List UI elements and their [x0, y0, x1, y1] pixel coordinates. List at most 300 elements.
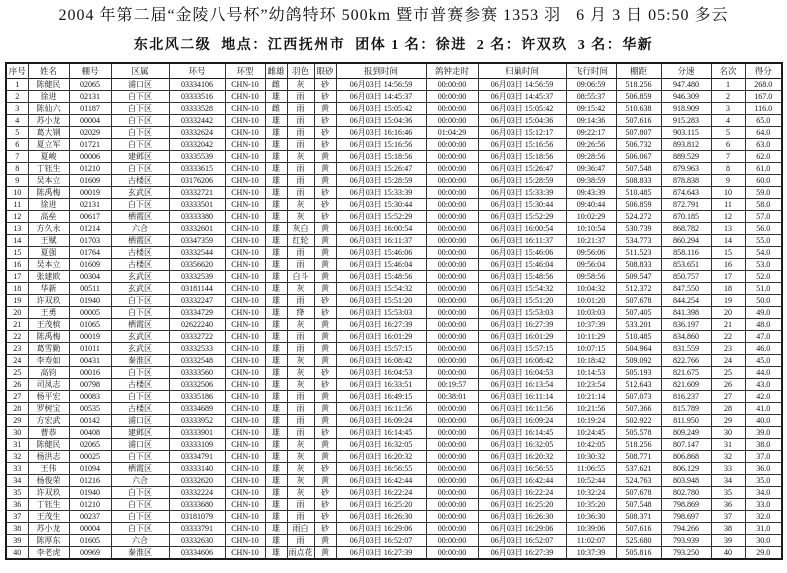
cell-sex: 雄 — [265, 343, 287, 355]
table-row — [6, 355, 782, 367]
cell-rank: 13 — [711, 223, 745, 235]
cell-district: 六合 — [111, 475, 169, 487]
cell-clock-diff: 00:00:00 — [426, 259, 478, 271]
cell-sex: 雄 — [265, 355, 287, 367]
cell-no: 20 — [6, 307, 28, 319]
cell-score: 60.0 — [745, 175, 782, 187]
cell-return-time: 06月03日 15:26:47 — [478, 163, 566, 175]
cell-eye: 砂 — [314, 115, 336, 127]
cell-ring: 03333615 — [169, 163, 225, 175]
cell-speed: 868.782 — [661, 223, 711, 235]
cell-flight-time: 09:40:44 — [566, 199, 616, 211]
cell-rank: 22 — [711, 331, 745, 343]
cell-name: 丁钰生 — [28, 499, 69, 511]
header-score: 得分 — [745, 63, 782, 79]
cell-speed: 841.398 — [661, 307, 711, 319]
cell-score: 268.0 — [745, 79, 782, 91]
cell-report-time: 06月03日 16:22:24 — [336, 487, 426, 499]
cell-ring-type: CHN-10 — [225, 535, 265, 547]
cell-color: 白斗 — [287, 271, 314, 283]
cell-ring: 03332442 — [169, 115, 225, 127]
cell-return-time: 06月03日 16:29:06 — [478, 523, 566, 535]
cell-score: 42.0 — [745, 391, 782, 403]
cell-loft: 02065 — [69, 439, 111, 451]
cell-loft: 00408 — [69, 427, 111, 439]
cell-no: 15 — [6, 247, 28, 259]
cell-ring: 03176206 — [169, 175, 225, 187]
cell-speed: 811.950 — [661, 415, 711, 427]
cell-color: 雨 — [287, 331, 314, 343]
cell-color: 灰 — [287, 475, 314, 487]
cell-return-time: 06月03日 16:27:39 — [478, 319, 566, 331]
cell-distance: 505.193 — [616, 367, 661, 379]
cell-distance: 508.771 — [616, 451, 661, 463]
cell-ring-type: CHN-10 — [225, 259, 265, 271]
cell-name: 葛大钢 — [28, 127, 69, 139]
table-row — [6, 187, 782, 199]
cell-speed: 806.129 — [661, 463, 711, 475]
cell-no: 38 — [6, 523, 28, 535]
cell-distance: 505.578 — [616, 427, 661, 439]
cell-score: 58.0 — [745, 199, 782, 211]
cell-loft: 00798 — [69, 379, 111, 391]
cell-report-time: 06月03日 16:25:20 — [336, 499, 426, 511]
cell-return-time: 06月03日 16:26:30 — [478, 511, 566, 523]
cell-eye: 黄 — [314, 439, 336, 451]
cell-distance: 507.548 — [616, 499, 661, 511]
cell-score: 45.0 — [745, 355, 782, 367]
cell-eye: 黄 — [314, 175, 336, 187]
cell-ring-type: CHN-10 — [225, 235, 265, 247]
cell-no: 12 — [6, 211, 28, 223]
table-row — [6, 175, 782, 187]
cell-rank: 33 — [711, 463, 745, 475]
cell-report-time: 06月03日 16:52:07 — [336, 535, 426, 547]
cell-district: 古楼区 — [111, 403, 169, 415]
cell-flight-time: 10:11:29 — [566, 331, 616, 343]
cell-report-time: 06月03日 15:54:32 — [336, 283, 426, 295]
cell-sex: 雄 — [265, 427, 287, 439]
cell-return-time: 06月03日 16:14:45 — [478, 427, 566, 439]
cell-report-time: 06月03日 15:28:59 — [336, 175, 426, 187]
cell-report-time: 06月03日 16:01:29 — [336, 331, 426, 343]
cell-loft: 01609 — [69, 259, 111, 271]
cell-clock-diff: 00:00:00 — [426, 487, 478, 499]
cell-clock-diff: 00:00:00 — [426, 283, 478, 295]
cell-sex: 雄 — [265, 211, 287, 223]
cell-ring-type: CHN-10 — [225, 295, 265, 307]
cell-rank: 6 — [711, 139, 745, 151]
cell-district: 六合 — [111, 535, 169, 547]
cell-speed: 946.309 — [661, 91, 711, 103]
cell-return-time: 06月03日 16:11:14 — [478, 391, 566, 403]
cell-ring-type: CHN-10 — [225, 547, 265, 560]
cell-district: 浦口区 — [111, 79, 169, 91]
cell-return-time: 06月03日 15:53:03 — [478, 307, 566, 319]
cell-name: 丁钰生 — [28, 163, 69, 175]
cell-name: 陈禹梅 — [28, 331, 69, 343]
cell-flight-time: 09:28:56 — [566, 151, 616, 163]
cell-eye: 砂 — [314, 79, 336, 91]
cell-sex: 雄 — [265, 187, 287, 199]
cell-speed: 815.789 — [661, 403, 711, 415]
cell-color: 灰 — [287, 451, 314, 463]
cell-clock-diff: 00:00:00 — [426, 403, 478, 415]
cell-clock-diff: 00:00:00 — [426, 175, 478, 187]
cell-score: 39.0 — [745, 427, 782, 439]
cell-district: 白下区 — [111, 499, 169, 511]
cell-name: 曹恭 — [28, 427, 69, 439]
cell-distance: 507.616 — [616, 523, 661, 535]
cell-distance: 507.405 — [616, 307, 661, 319]
cell-sex: 雄 — [265, 511, 287, 523]
cell-return-time: 06月03日 16:01:29 — [478, 331, 566, 343]
table-row — [6, 391, 782, 403]
cell-sex: 雄 — [265, 499, 287, 511]
cell-clock-diff: 00:00:00 — [426, 151, 478, 163]
cell-speed: 836.197 — [661, 319, 711, 331]
cell-ring-type: CHN-10 — [225, 127, 265, 139]
table-row — [6, 199, 782, 211]
cell-eye: 黄 — [314, 223, 336, 235]
cell-score: 50.0 — [745, 295, 782, 307]
cell-eye: 砂 — [314, 367, 336, 379]
cell-rank: 23 — [711, 343, 745, 355]
cell-rank: 20 — [711, 307, 745, 319]
cell-speed: 809.249 — [661, 427, 711, 439]
cell-no: 27 — [6, 391, 28, 403]
cell-clock-diff: 00:00:00 — [426, 199, 478, 211]
cell-name: 张建欧 — [28, 271, 69, 283]
page-title: 2004 年第二届“金陵八号杯”幼鸽特环 500km 暨市普赛参赛 1353 羽 6 月 3 日 05:50 多云 — [58, 7, 729, 24]
cell-ring: 03333380 — [169, 211, 225, 223]
cell-report-time: 06月03日 16:20:32 — [336, 451, 426, 463]
cell-eye: 砂 — [314, 511, 336, 523]
cell-distance: 524.763 — [616, 475, 661, 487]
cell-name: 陈健民 — [28, 79, 69, 91]
cell-clock-diff: 00:00:00 — [426, 523, 478, 535]
cell-report-time: 06月03日 16:11:37 — [336, 235, 426, 247]
cell-distance: 510.485 — [616, 187, 661, 199]
cell-loft: 00005 — [69, 307, 111, 319]
cell-name: 苏小龙 — [28, 115, 69, 127]
cell-ring-type: CHN-10 — [225, 391, 265, 403]
cell-district: 古楼区 — [111, 175, 169, 187]
table-row — [6, 295, 782, 307]
cell-rank: 18 — [711, 283, 745, 295]
table-row — [6, 511, 782, 523]
cell-eye: 砂 — [314, 379, 336, 391]
cell-report-time: 06月03日 16:42:44 — [336, 475, 426, 487]
cell-speed: 903.115 — [661, 127, 711, 139]
cell-clock-diff: 01:04:29 — [426, 127, 478, 139]
cell-eye: 砂 — [314, 199, 336, 211]
cell-speed: 850.757 — [661, 271, 711, 283]
cell-name: 许双玖 — [28, 487, 69, 499]
cell-no: 39 — [6, 535, 28, 547]
cell-ring-type: CHN-10 — [225, 499, 265, 511]
cell-sex: 雄 — [265, 451, 287, 463]
table-row — [6, 451, 782, 463]
cell-loft: 01094 — [69, 463, 111, 475]
cell-district: 古楼区 — [111, 379, 169, 391]
cell-name: 司凤志 — [28, 379, 69, 391]
cell-flight-time: 10:21:14 — [566, 391, 616, 403]
cell-color: 灰 — [287, 439, 314, 451]
cell-score: 31.0 — [745, 523, 782, 535]
cell-clock-diff: 00:00:00 — [426, 139, 478, 151]
cell-clock-diff: 00:00:00 — [426, 475, 478, 487]
cell-speed: 794.266 — [661, 523, 711, 535]
cell-no: 18 — [6, 283, 28, 295]
header-clock-diff: 鸽钟走时 — [426, 63, 478, 79]
cell-distance: 507.366 — [616, 403, 661, 415]
cell-district: 玄武区 — [111, 331, 169, 343]
cell-rank: 15 — [711, 247, 745, 259]
cell-clock-diff: 00:00:00 — [426, 463, 478, 475]
cell-ring-type: CHN-10 — [225, 379, 265, 391]
cell-rank: 34 — [711, 475, 745, 487]
header-ring-type: 环型 — [225, 63, 265, 79]
cell-no: 29 — [6, 415, 28, 427]
cell-loft: 01011 — [69, 343, 111, 355]
cell-score: 47.0 — [745, 331, 782, 343]
cell-rank: 12 — [711, 211, 745, 223]
cell-loft: 01210 — [69, 499, 111, 511]
cell-loft: 01703 — [69, 235, 111, 247]
cell-flight-time: 10:19:24 — [566, 415, 616, 427]
cell-return-time: 06月03日 15:46:04 — [478, 259, 566, 271]
cell-flight-time: 09:15:42 — [566, 103, 616, 115]
cell-return-time: 06月03日 16:00:54 — [478, 223, 566, 235]
cell-flight-time: 10:04:32 — [566, 283, 616, 295]
cell-eye: 砂 — [314, 487, 336, 499]
cell-clock-diff: 00:00:00 — [426, 355, 478, 367]
cell-rank: 10 — [711, 187, 745, 199]
cell-distance: 512.372 — [616, 283, 661, 295]
cell-name: 葛雪勤 — [28, 343, 69, 355]
cell-rank: 5 — [711, 127, 745, 139]
cell-ring-type: CHN-10 — [225, 163, 265, 175]
cell-score: 37.0 — [745, 451, 782, 463]
cell-loft: 00511 — [69, 283, 111, 295]
table-row — [6, 523, 782, 535]
cell-return-time: 06月03日 15:52:29 — [478, 211, 566, 223]
cell-score: 38.0 — [745, 439, 782, 451]
cell-name: 华新 — [28, 283, 69, 295]
cell-sex: 雄 — [265, 391, 287, 403]
cell-eye: 黄 — [314, 475, 336, 487]
cell-score: 36.0 — [745, 463, 782, 475]
header-eye: 眼砂 — [314, 63, 336, 79]
cell-no: 14 — [6, 235, 28, 247]
cell-ring: 03333516 — [169, 91, 225, 103]
table-row — [6, 415, 782, 427]
cell-score: 44.0 — [745, 367, 782, 379]
cell-report-time: 06月03日 16:49:15 — [336, 391, 426, 403]
cell-flight-time: 09:56:04 — [566, 259, 616, 271]
cell-district: 建邺区 — [111, 151, 169, 163]
table-row — [6, 427, 782, 439]
table-row — [6, 223, 782, 235]
cell-ring: 03332620 — [169, 475, 225, 487]
cell-color: 雨 — [287, 103, 314, 115]
cell-ring: 03332506 — [169, 379, 225, 391]
cell-rank: 4 — [711, 115, 745, 127]
cell-rank: 27 — [711, 391, 745, 403]
cell-report-time: 06月03日 16:14:45 — [336, 427, 426, 439]
cell-district: 白下区 — [111, 523, 169, 535]
cell-return-time: 06月03日 16:20:32 — [478, 451, 566, 463]
cell-name: 徐进 — [28, 91, 69, 103]
cell-rank: 40 — [711, 547, 745, 560]
cell-speed: 879.963 — [661, 163, 711, 175]
cell-report-time: 06月03日 16:26:30 — [336, 511, 426, 523]
cell-loft: 00025 — [69, 451, 111, 463]
cell-sex: 雄 — [265, 319, 287, 331]
cell-loft: 00304 — [69, 271, 111, 283]
cell-no: 36 — [6, 499, 28, 511]
cell-distance: 507.678 — [616, 295, 661, 307]
cell-eye: 砂 — [314, 139, 336, 151]
cell-clock-diff: 00:00:00 — [426, 427, 478, 439]
cell-clock-diff: 00:00:00 — [426, 307, 478, 319]
cell-clock-diff: 00:00:00 — [426, 211, 478, 223]
cell-color: 雨 — [287, 139, 314, 151]
table-header-row — [6, 63, 782, 79]
table-row — [6, 343, 782, 355]
cell-ring: 03332630 — [169, 535, 225, 547]
cell-color: 雨 — [287, 391, 314, 403]
cell-score: 64.0 — [745, 127, 782, 139]
cell-color: 灰 — [287, 463, 314, 475]
cell-return-time: 06月03日 15:51:20 — [478, 295, 566, 307]
cell-speed: 915.283 — [661, 115, 711, 127]
cell-name: 高垒 — [28, 211, 69, 223]
cell-loft: 00004 — [69, 523, 111, 535]
cell-clock-diff: 00:00:00 — [426, 343, 478, 355]
cell-eye: 黄 — [314, 391, 336, 403]
cell-score: 54.0 — [745, 247, 782, 259]
cell-sex: 雄 — [265, 283, 287, 295]
cell-ring-type: CHN-10 — [225, 151, 265, 163]
cell-name: 杨俊荣 — [28, 475, 69, 487]
cell-sex: 雄 — [265, 475, 287, 487]
cell-score: 33.0 — [745, 499, 782, 511]
cell-ring-type: CHN-10 — [225, 247, 265, 259]
cell-color: 雨 — [287, 247, 314, 259]
cell-speed: 860.294 — [661, 235, 711, 247]
cell-loft: 00083 — [69, 391, 111, 403]
cell-sex: 雄 — [265, 535, 287, 547]
cell-loft: 00617 — [69, 211, 111, 223]
cell-name: 王茂槟 — [28, 319, 69, 331]
cell-return-time: 06月03日 16:25:20 — [478, 499, 566, 511]
cell-district: 白下区 — [111, 295, 169, 307]
cell-distance: 525.680 — [616, 535, 661, 547]
cell-loft: 00016 — [69, 367, 111, 379]
cell-name: 罗树宝 — [28, 403, 69, 415]
cell-return-time: 06月03日 15:12:17 — [478, 127, 566, 139]
cell-distance: 510.485 — [616, 331, 661, 343]
table-row — [6, 211, 782, 223]
cell-return-time: 06月03日 16:04:53 — [478, 367, 566, 379]
cell-distance: 530.739 — [616, 223, 661, 235]
cell-distance: 506.067 — [616, 151, 661, 163]
cell-district: 白下区 — [111, 511, 169, 523]
cell-ring: 03332548 — [169, 355, 225, 367]
cell-sex: 雄 — [265, 175, 287, 187]
cell-speed: 844.254 — [661, 295, 711, 307]
cell-distance: 524.272 — [616, 211, 661, 223]
cell-ring: 03332539 — [169, 271, 225, 283]
cell-rank: 28 — [711, 403, 745, 415]
cell-district: 栖霞区 — [111, 463, 169, 475]
cell-distance: 507.073 — [616, 391, 661, 403]
cell-ring: 03356620 — [169, 259, 225, 271]
cell-loft: 00431 — [69, 355, 111, 367]
cell-eye: 砂 — [314, 427, 336, 439]
cell-name: 徐进 — [28, 199, 69, 211]
cell-eye: 黄 — [314, 103, 336, 115]
cell-score: 65.0 — [745, 115, 782, 127]
cell-report-time: 06月03日 16:11:56 — [336, 403, 426, 415]
cell-distance: 508.833 — [616, 259, 661, 271]
cell-loft: 01210 — [69, 163, 111, 175]
cell-color: 雨 — [287, 415, 314, 427]
cell-name: 陈禹梅 — [28, 187, 69, 199]
cell-distance: 518.256 — [616, 79, 661, 91]
cell-return-time: 06月03日 16:11:37 — [478, 235, 566, 247]
cell-district: 浦口区 — [111, 439, 169, 451]
cell-color: 灰 — [287, 211, 314, 223]
cell-ring-type: CHN-10 — [225, 79, 265, 91]
cell-distance: 502.922 — [616, 415, 661, 427]
cell-score: 41.0 — [745, 403, 782, 415]
cell-clock-diff: 00:00:00 — [426, 103, 478, 115]
cell-color: 雨 — [287, 295, 314, 307]
cell-score: 116.0 — [745, 103, 782, 115]
cell-loft: 01940 — [69, 487, 111, 499]
cell-return-time: 06月03日 14:45:37 — [478, 91, 566, 103]
cell-no: 5 — [6, 127, 28, 139]
cell-return-time: 06月03日 15:46:06 — [478, 247, 566, 259]
cell-flight-time: 09:06:59 — [566, 79, 616, 91]
cell-no: 13 — [6, 223, 28, 235]
cell-name: 杨洪志 — [28, 451, 69, 463]
cell-ring-type: CHN-10 — [225, 319, 265, 331]
cell-clock-diff: 00:00:00 — [426, 547, 478, 560]
table-row — [6, 235, 782, 247]
cell-clock-diff: 00:00:00 — [426, 79, 478, 91]
cell-distance: 512.643 — [616, 379, 661, 391]
cell-name: 夏立军 — [28, 139, 69, 151]
cell-return-time: 06月03日 16:27:39 — [478, 547, 566, 560]
header-flight-time: 飞行时间 — [566, 63, 616, 79]
cell-eye: 黄 — [314, 535, 336, 547]
cell-eye: 砂 — [314, 91, 336, 103]
cell-sex: 雄 — [265, 415, 287, 427]
cell-rank: 11 — [711, 199, 745, 211]
cell-eye: 砂 — [314, 523, 336, 535]
cell-score: 43.0 — [745, 379, 782, 391]
cell-speed: 858.116 — [661, 247, 711, 259]
header-color: 羽色 — [287, 63, 314, 79]
table-row — [6, 439, 782, 451]
cell-no: 4 — [6, 115, 28, 127]
cell-score: 35.0 — [745, 475, 782, 487]
header-ring: 环号 — [169, 63, 225, 79]
